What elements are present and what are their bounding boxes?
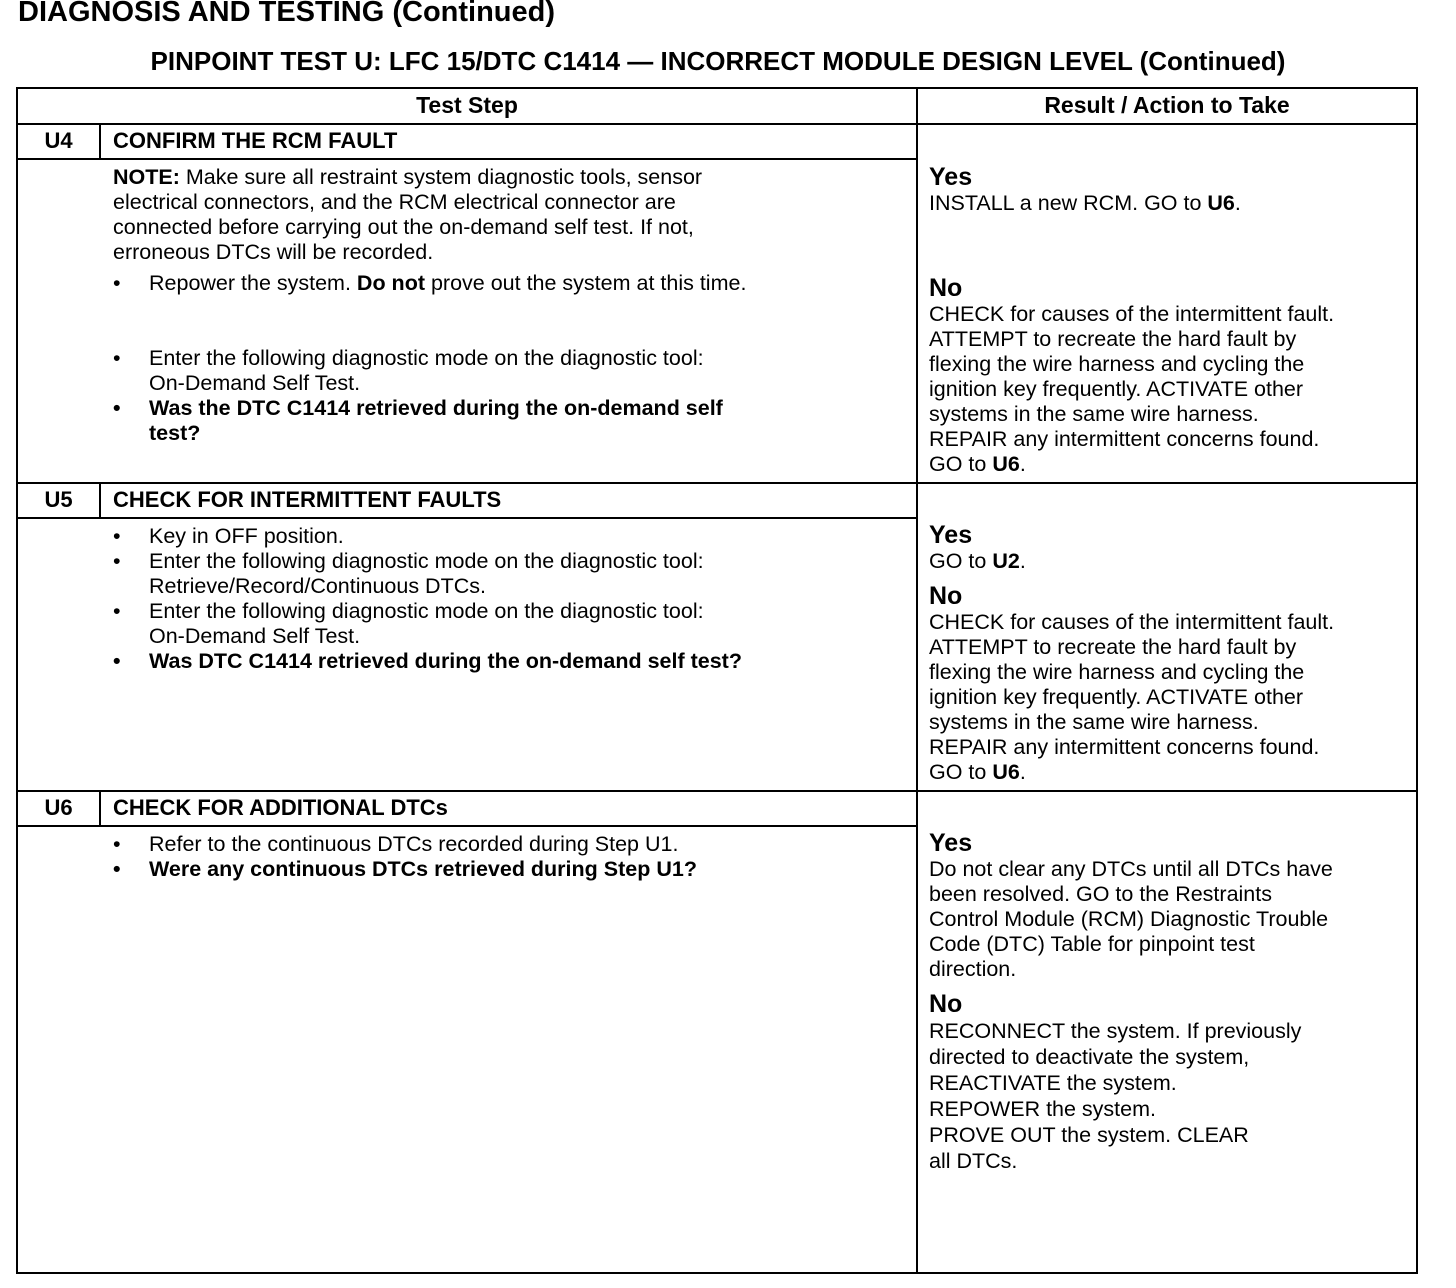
pinpoint-test-title: PINPOINT TEST U: LFC 15/DTC C1414 — INCORRECT MODULE DESIGN LEVEL (Continued) xyxy=(150,46,1286,76)
step-id-u4: U4 xyxy=(44,128,73,153)
step-name-u6: CHECK FOR ADDITIONAL DTCs xyxy=(113,795,448,820)
column-header-result: Result / Action to Take xyxy=(1044,92,1290,118)
bullet-text: Enter the following diagnostic mode on the diagnostic tool: On-Demand Self Test. xyxy=(149,346,704,395)
note-label: NOTE: xyxy=(113,165,180,189)
bullet-text: Key in OFF position. xyxy=(149,524,344,548)
bullet-icon: • xyxy=(113,271,121,295)
note-text: Make sure all restraint system diagnostic tools, sensor xyxy=(179,165,703,189)
result-yes-text: GO to U2. xyxy=(929,549,1026,573)
step-link-u6[interactable]: U6 xyxy=(992,760,1020,784)
step-link-u6[interactable]: U6 xyxy=(1207,191,1235,215)
result-no-label: No xyxy=(929,582,963,610)
result-yes-label: Yes xyxy=(929,163,973,191)
result-no-text: CHECK for causes of the intermittent fault. ATTEMPT to recreate the hard fault by flexing the wire harness and cycling the ignition key frequently. ACTIVATE other systems in the same wire harness. REPAIR any intermittent concerns found. GO to U6. xyxy=(929,610,1335,784)
step-id-u5: U5 xyxy=(44,487,73,512)
bullet-text: Refer to the continuous DTCs recorded during Step U1. xyxy=(149,832,679,856)
bullet-icon: • xyxy=(113,396,121,420)
bullet-icon: • xyxy=(113,524,121,548)
result-yes-text: INSTALL a new RCM. GO to U6. xyxy=(929,191,1241,215)
bullet-icon: • xyxy=(113,857,121,881)
column-header-test-step: Test Step xyxy=(416,92,518,118)
note-u4-line3: connected before carrying out the on-demand self test. If not, xyxy=(113,215,694,239)
note-u4-line1 xyxy=(113,165,702,190)
bullet-text: Enter the following diagnostic mode on the diagnostic tool: Retrieve/Record/Continuous DTCs. xyxy=(149,549,704,598)
result-no-label: No xyxy=(929,990,963,1018)
bullet-icon: • xyxy=(113,832,121,856)
bullet-text: Was the DTC C1414 retrieved during the on-demand self test? xyxy=(149,396,723,445)
step-name-u4: CONFIRM THE RCM FAULT xyxy=(113,128,398,153)
bullet-icon: • xyxy=(113,346,121,370)
bullet-text: Were any continuous DTCs retrieved during Step U1? xyxy=(149,857,697,881)
step-name-u5: CHECK FOR INTERMITTENT FAULTS xyxy=(113,487,502,512)
result-no-label: No xyxy=(929,274,963,302)
bullet-text: Was DTC C1414 retrieved during the on-demand self test? xyxy=(149,649,742,673)
step-link-u2[interactable]: U2 xyxy=(992,549,1020,573)
note-u4-line4: erroneous DTCs will be recorded. xyxy=(113,240,434,264)
bullet-text: Enter the following diagnostic mode on the diagnostic tool: On-Demand Self Test. xyxy=(149,599,704,648)
step-id-u6: U6 xyxy=(44,795,73,820)
bullet-text: Repower the system. Do not prove out the system at this time. xyxy=(149,271,747,295)
bullet-icon: • xyxy=(113,599,121,623)
result-yes-label: Yes xyxy=(929,521,973,549)
result-no-text: CHECK for causes of the intermittent fault. ATTEMPT to recreate the hard fault by flexing the wire harness and cycling the ignition key frequently. ACTIVATE other systems in the same wire harness. REPAIR any intermittent concerns found. GO to U6. xyxy=(929,302,1335,476)
page-title: DIAGNOSIS AND TESTING (Continued) xyxy=(18,0,556,28)
bullet-icon: • xyxy=(113,549,121,573)
step-link-u6[interactable]: U6 xyxy=(992,452,1020,476)
result-yes-label: Yes xyxy=(929,829,973,857)
bullet-icon: • xyxy=(113,649,121,673)
result-no-text: RECONNECT the system. If previously directed to deactivate the system, REACTIVATE the system. REPOWER the system. PROVE OUT the system. CLEAR all DTCs. xyxy=(929,1019,1302,1173)
note-u4-line2: electrical connectors, and the RCM electrical connector are xyxy=(113,190,676,214)
result-yes-text: Do not clear any DTCs until all DTCs have been resolved. GO to the Restraints Control Module (RCM) Diagnostic Trouble Code (DTC) Table for pinpoint test direction. xyxy=(929,857,1333,981)
